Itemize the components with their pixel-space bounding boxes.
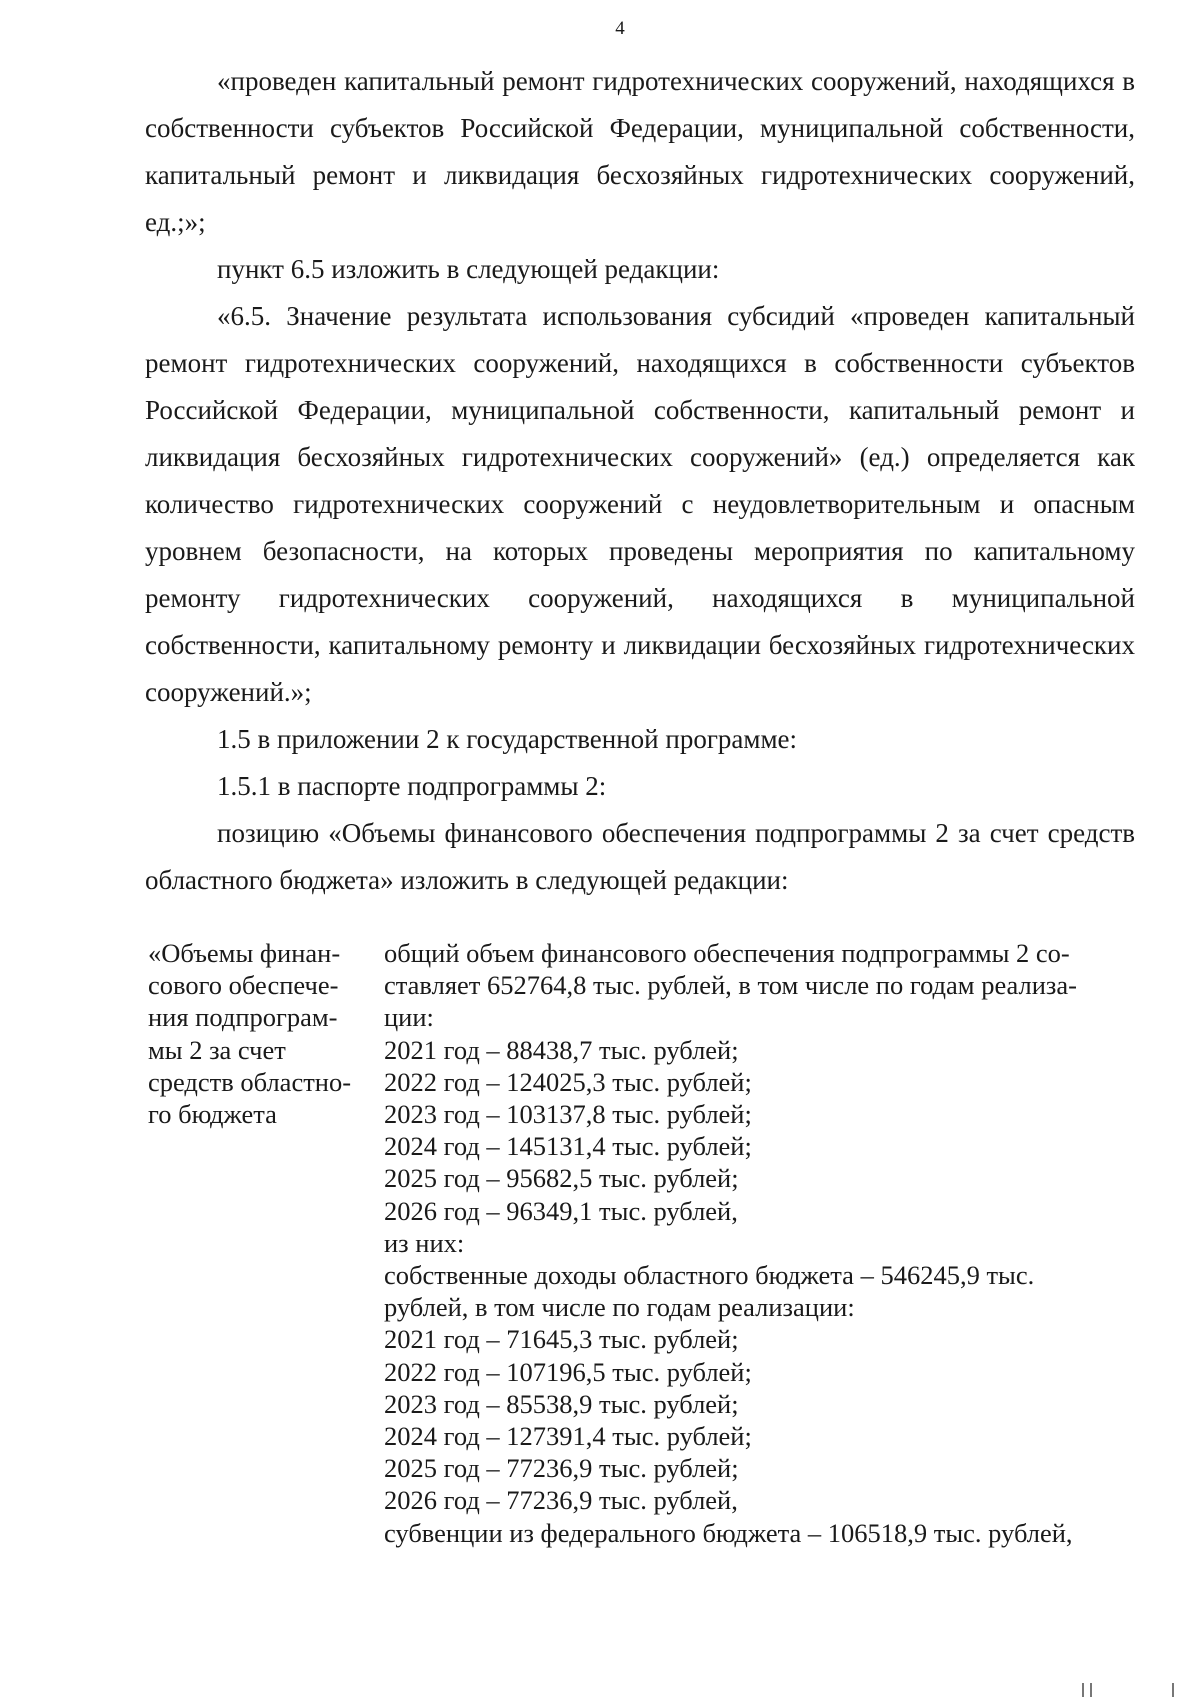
table-right-line: 2023 год – 103137,8 тыс. рублей; xyxy=(384,1099,752,1130)
table-right-line: 2026 год – 77236,9 тыс. рублей, xyxy=(384,1485,738,1516)
table-right-line: 2021 год – 88438,7 тыс. рублей; xyxy=(384,1034,739,1065)
scan-artifact xyxy=(1172,1683,1174,1697)
paragraph: 1.5.1 в паспорте подпрограммы 2: xyxy=(217,771,607,801)
table-right-line: 2023 год – 85538,9 тыс. рублей; xyxy=(384,1388,739,1419)
table-right-line: 2025 год – 95682,5 тыс. рублей; xyxy=(384,1163,739,1194)
document-body xyxy=(145,58,1135,904)
paragraph: пункт 6.5 изложить в следующей редакции: xyxy=(217,254,720,284)
paragraph: «6.5. Значение результата использования субсидий «проведен капитальный ремонт гидротехнических сооружений, находящихся в собственности субъектов Российской Федерации, муниципальной собственности, капитальный ремонт и ликвидация бесхозяйных гидротехнических сооружений» (ед.) определяется как количество гидротехнических сооружений с неудовлетворительным и опасным уровнем безопасности, на которых проведены мероприятия по капитальному ремонту гидротехнических сооружений, находящихся в муниципальной собственности, капитальному ремонту и ликвидации бесхозяйных гидротехнических сооружений.»; xyxy=(145,301,1135,707)
table-right-line: 2024 год – 145131,4 тыс. рублей; xyxy=(384,1131,752,1162)
page-number: 4 xyxy=(615,18,625,39)
table-right-line: субвенции из федерального бюджета – 106518,9 тыс. рублей, xyxy=(384,1517,1073,1548)
table-right-line: из них: xyxy=(384,1227,465,1258)
table-left-line: го бюджета xyxy=(148,1099,277,1130)
table-left-column xyxy=(148,937,384,1549)
table-left-line: сового обеспече- xyxy=(148,970,339,1001)
table-right-line: 2022 год – 124025,3 тыс. рублей; xyxy=(384,1066,752,1097)
table-right-column xyxy=(384,937,1138,1549)
scan-artifact xyxy=(1082,1683,1084,1697)
paragraph: 1.5 в приложении 2 к государственной программе: xyxy=(217,724,798,754)
paragraph: позицию «Объемы финансового обеспечения подпрограммы 2 за счет средств областного бюджета» изложить в следующей редакции: xyxy=(145,818,1135,895)
table-right-line: собственные доходы областного бюджета – 546245,9 тыс. xyxy=(384,1260,1035,1291)
table-left-line: средств областно- xyxy=(148,1066,352,1097)
table-right-line: ции: xyxy=(384,1002,434,1033)
funding-table xyxy=(148,937,1138,1549)
table-right-line: ставляет 652764,8 тыс. рублей, в том числе по годам реализа- xyxy=(384,970,1077,1001)
table-left-line: мы 2 за счет xyxy=(148,1034,286,1065)
table-right-line: 2022 год – 107196,5 тыс. рублей; xyxy=(384,1356,752,1387)
table-right-line: 2026 год – 96349,1 тыс. рублей, xyxy=(384,1195,738,1226)
table-right-line: 2021 год – 71645,3 тыс. рублей; xyxy=(384,1324,739,1355)
table-left-line: «Объемы финан- xyxy=(148,938,341,968)
table-left-line: ния подпрограм- xyxy=(148,1002,338,1033)
paragraph: «проведен капитальный ремонт гидротехнических сооружений, находящихся в собственности субъектов Российской Федерации, муниципальной собственности, капитальный ремонт и ликвидация бесхозяйных гидротехнических сооружений, ед.;»; xyxy=(145,66,1135,237)
table-right-line: общий объем финансового обеспечения подпрограммы 2 со- xyxy=(384,938,1070,968)
table-right-line: рублей, в том числе по годам реализации: xyxy=(384,1292,855,1323)
scan-artifact xyxy=(1090,1683,1092,1697)
table-right-line: 2024 год – 127391,4 тыс. рублей; xyxy=(384,1421,752,1452)
table-right-line: 2025 год – 77236,9 тыс. рублей; xyxy=(384,1453,739,1484)
